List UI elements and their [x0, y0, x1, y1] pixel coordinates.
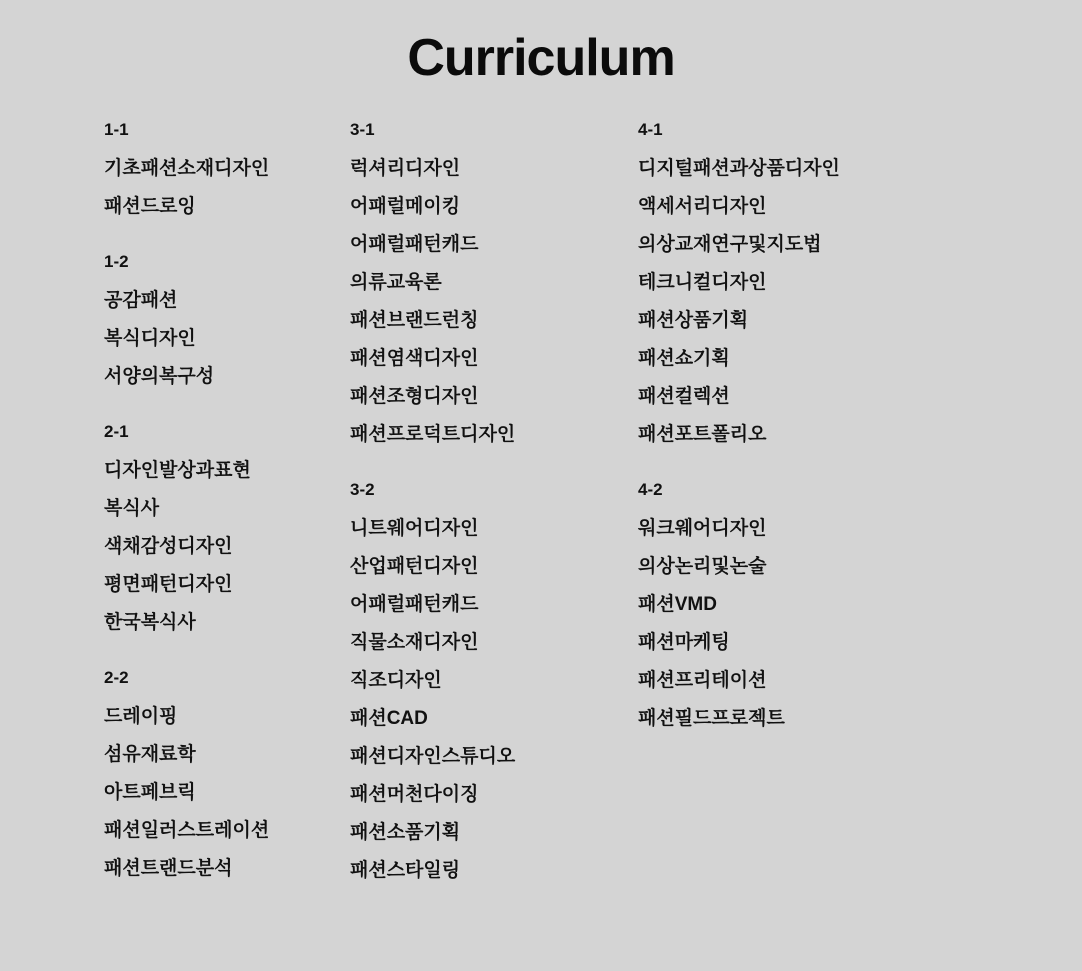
course-item: 직물소재디자인 — [350, 632, 479, 653]
course-item: 색채감성디자인 — [104, 536, 233, 557]
semester-group — [104, 252, 350, 396]
course-item: 어패럴패턴캐드 — [350, 234, 479, 255]
course-item: 의류교육론 — [350, 272, 442, 293]
semester-label: 3-2 — [350, 480, 375, 499]
course-item: 패션트랜드분석 — [104, 858, 233, 879]
course-item: 패션일러스트레이션 — [104, 820, 270, 841]
course-item: 복식디자인 — [104, 328, 196, 349]
course-item: 섬유재료학 — [104, 744, 196, 765]
curriculum-column-1 — [0, 120, 350, 916]
course-item: 패션머천다이징 — [350, 784, 479, 805]
course-item: 디자인발상과표현 — [104, 460, 251, 481]
course-item: 패션소품기획 — [350, 822, 461, 843]
semester-group — [638, 120, 1038, 454]
semester-label: 1-1 — [104, 120, 129, 139]
course-item: 패션포트폴리오 — [638, 424, 767, 445]
semester-label: 4-1 — [638, 120, 663, 139]
course-item: 패션조형디자인 — [350, 386, 479, 407]
page-title: Curriculum — [407, 29, 675, 87]
semester-group — [104, 120, 350, 226]
course-item: 패션CAD — [350, 708, 428, 729]
course-item: 의상논리및논술 — [638, 556, 767, 577]
semester-group — [104, 668, 350, 888]
semester-group — [638, 480, 1038, 738]
course-item: 서양의복구성 — [104, 366, 215, 387]
course-item: 한국복식사 — [104, 612, 196, 633]
semester-label: 4-2 — [638, 480, 663, 499]
course-item: 아트페브릭 — [104, 782, 196, 803]
semester-label: 1-2 — [104, 252, 129, 271]
course-item: 니트웨어디자인 — [350, 518, 479, 539]
course-item: 드레이핑 — [104, 706, 178, 727]
course-item: 패션염색디자인 — [350, 348, 479, 369]
course-item: 패션프리테이션 — [638, 670, 767, 691]
curriculum-column-3 — [638, 120, 1038, 916]
course-item: 패션컬렉션 — [638, 386, 730, 407]
semester-group — [104, 422, 350, 642]
course-item: 패션쇼기획 — [638, 348, 730, 369]
course-item: 패션스타일링 — [350, 860, 461, 881]
course-item: 럭셔리디자인 — [350, 158, 461, 179]
course-item: 패션드로잉 — [104, 196, 196, 217]
semester-label: 3-1 — [350, 120, 375, 139]
course-item: 패션프로덕트디자인 — [350, 424, 516, 445]
semester-group — [350, 480, 638, 890]
curriculum-column-2 — [350, 120, 638, 916]
course-item: 테크니컬디자인 — [638, 272, 767, 293]
semester-group — [350, 120, 638, 454]
course-item: 어패럴메이킹 — [350, 196, 461, 217]
course-item: 기초패션소재디자인 — [104, 158, 270, 179]
course-item: 의상교재연구및지도법 — [638, 234, 822, 255]
semester-label: 2-1 — [104, 422, 129, 441]
course-item: 공감패션 — [104, 290, 178, 311]
course-item: 디지털패션과상품디자인 — [638, 158, 840, 179]
course-item: 패션VMD — [638, 594, 717, 615]
course-item: 액세서리디자인 — [638, 196, 767, 217]
course-item: 패션필드프로젝트 — [638, 708, 785, 729]
course-item: 패션상품기획 — [638, 310, 749, 331]
course-item: 복식사 — [104, 498, 160, 519]
course-item: 산업패턴디자인 — [350, 556, 479, 577]
course-item: 직조디자인 — [350, 670, 442, 691]
curriculum-columns — [0, 88, 1082, 916]
course-item: 패션디자인스튜디오 — [350, 746, 516, 767]
course-item: 어패럴패턴캐드 — [350, 594, 479, 615]
course-item: 패션브랜드런칭 — [350, 310, 479, 331]
course-item: 패션마케팅 — [638, 632, 730, 653]
course-item: 워크웨어디자인 — [638, 518, 767, 539]
semester-label: 2-2 — [104, 668, 129, 687]
course-item: 평면패턴디자인 — [104, 574, 233, 595]
